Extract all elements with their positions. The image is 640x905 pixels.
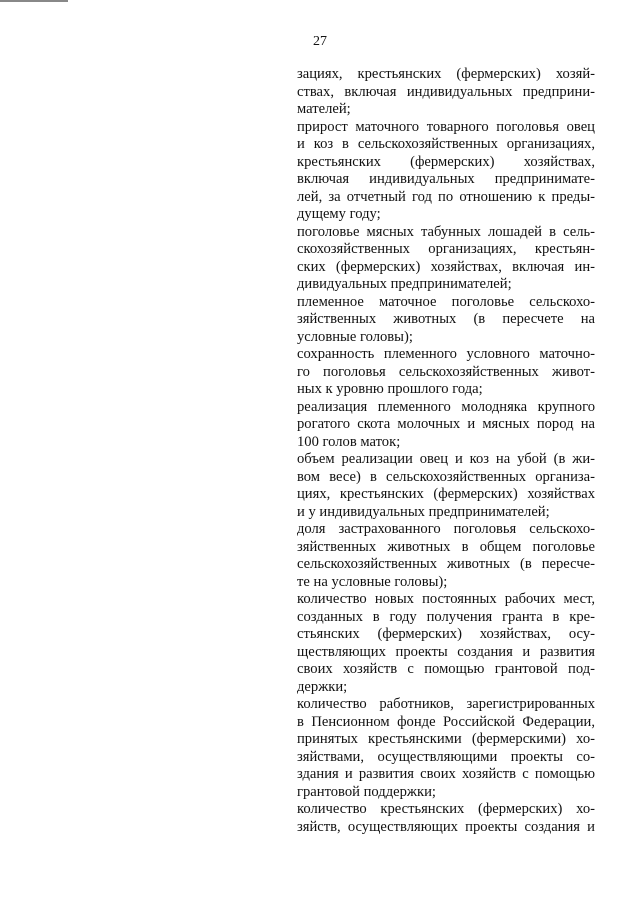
text-line: сохранность племенного условного маточно- xyxy=(297,346,595,362)
text-line: объем реализации овец и коз на убой (в жи- xyxy=(297,451,595,467)
text-line: зациях, крестьянских (фермерских) хозяй- xyxy=(297,66,595,82)
text-line: количество крестьянских (фермерских) хо- xyxy=(297,801,595,817)
text-line: грантовой поддержки; xyxy=(297,783,436,800)
text-line: реализация племенного молодняка крупного xyxy=(297,398,595,415)
text-line: зяйствами, осуществляющими проекты со- xyxy=(297,748,595,765)
text-line: скохозяйственных организациях, крестьян- xyxy=(297,241,595,257)
scan-corner-mark xyxy=(0,0,68,8)
text-line: сельскохозяйственных животных (в пересче- xyxy=(297,556,595,572)
body-text xyxy=(297,66,595,836)
text-line: ных к уровню прошлого года; xyxy=(297,381,483,397)
text-line: циях, крестьянских (фермерских) хозяйствах xyxy=(297,486,595,502)
text-line: го поголовья сельскохозяйственных живот- xyxy=(297,363,595,380)
text-line: в Пенсионном фонде Российской Федерации, xyxy=(297,713,595,730)
text-line: мателей; xyxy=(297,101,351,117)
text-line: дущему году; xyxy=(297,206,381,222)
text-line: и у индивидуальных предпринимателей; xyxy=(297,503,550,520)
text-line: условные головы); xyxy=(297,328,413,345)
text-line: дивидуальных предпринимателей; xyxy=(297,276,512,292)
text-line: лей, за отчетный год по отношению к преды- xyxy=(297,188,595,205)
text-line: ствах, включая индивидуальных предприни- xyxy=(297,83,595,100)
text-line: принятых крестьянскими (фермерскими) хо- xyxy=(297,731,595,747)
text-line: зяйств, осуществляющих проекты создания и xyxy=(297,818,595,835)
text-line: включая индивидуальных предпринимате- xyxy=(297,171,595,187)
text-line: вом весе) в сельскохозяйственных организа- xyxy=(297,468,595,485)
text-line: количество работников, зарегистрированных xyxy=(297,696,595,712)
text-line: стьянских (фермерских) хозяйствах, осу- xyxy=(297,626,595,642)
text-line: зяйственных животных в общем поголовье xyxy=(297,538,595,555)
text-line: количество новых постоянных рабочих мест, xyxy=(297,591,595,607)
text-line: те на условные головы); xyxy=(297,573,448,590)
text-line: зяйственных животных (в пересчете на xyxy=(297,311,595,327)
text-line: рогатого скота молочных и мясных пород на xyxy=(297,416,595,432)
text-line: 100 голов маток; xyxy=(297,433,401,450)
text-line: держки; xyxy=(297,678,348,695)
text-line: поголовье мясных табунных лошадей в сель- xyxy=(297,223,595,240)
text-line: прирост маточного товарного поголовья овец xyxy=(297,118,595,135)
text-line: своих хозяйств с помощью грантовой под- xyxy=(297,661,595,677)
text-line: крестьянских (фермерских) хозяйствах, xyxy=(297,153,595,170)
text-line: племенное маточное поголовье сельскохо- xyxy=(297,293,595,310)
text-line: ских (фермерских) хозяйствах, включая ин- xyxy=(297,258,595,275)
page-number: 27 xyxy=(313,34,327,49)
text-line: и коз в сельскохозяйственных организациях, xyxy=(297,136,595,152)
text-line: здания и развития своих хозяйств с помощью xyxy=(297,766,595,782)
text-line: доля застрахованного поголовья сельскохо- xyxy=(297,521,595,537)
text-line: ществляющих проекты создания и развития xyxy=(297,643,595,660)
text-line: созданных в году получения гранта в кре- xyxy=(297,608,595,625)
